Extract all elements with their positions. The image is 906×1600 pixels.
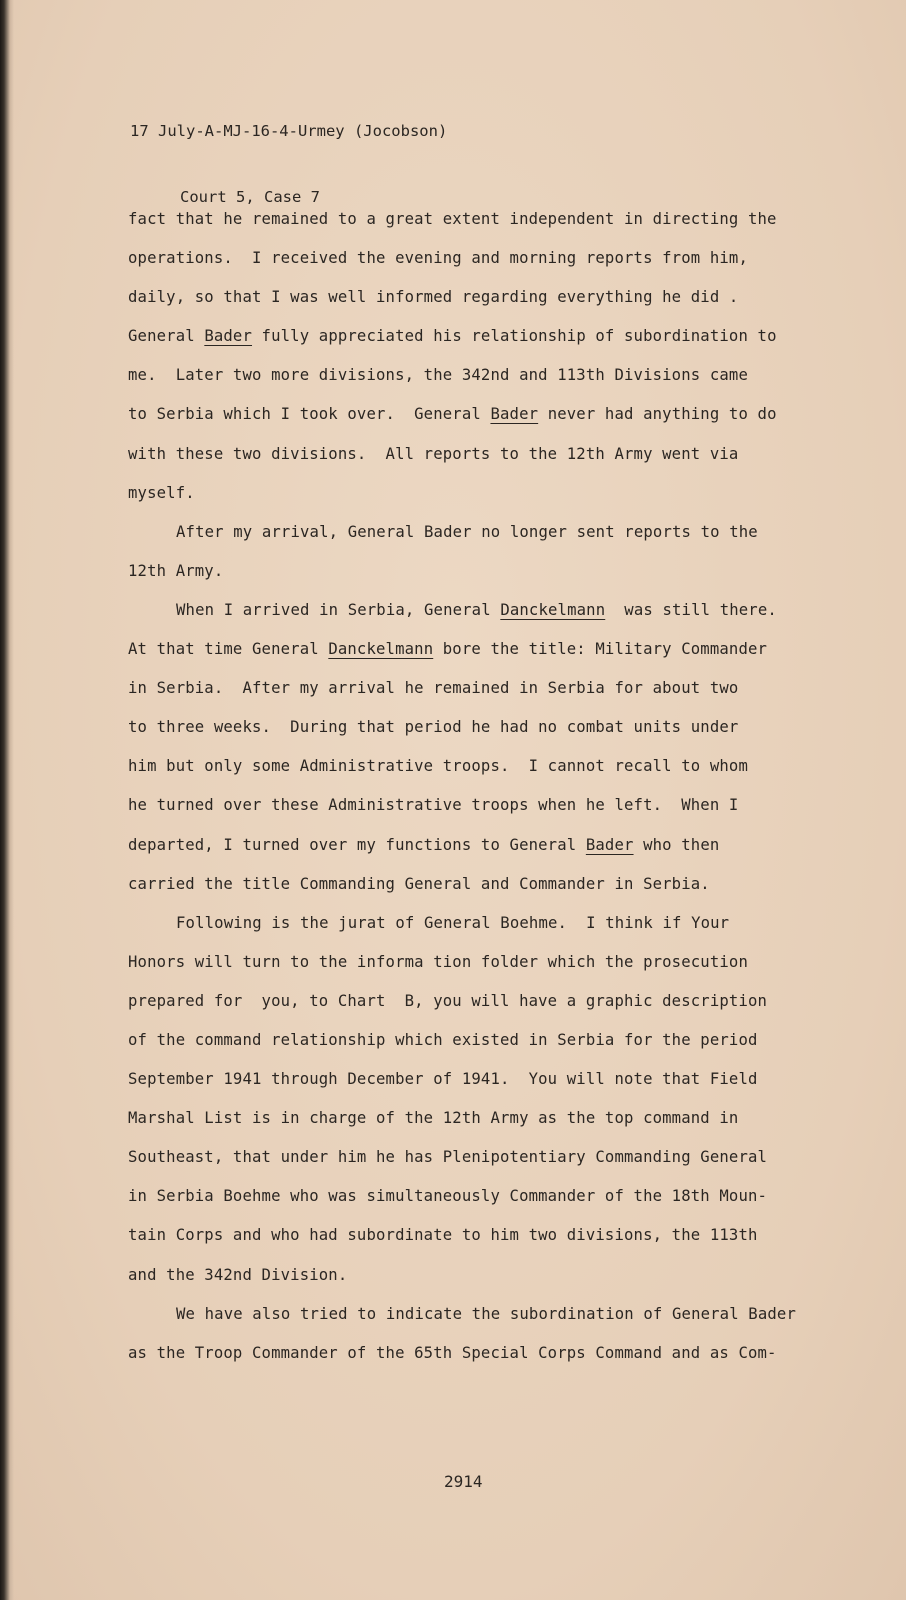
text-line	[128, 591, 838, 630]
text-line	[128, 317, 838, 356]
page-number: 2914	[444, 1472, 483, 1491]
text-line: in Serbia. After my arrival he remained in Serbia for about two	[128, 679, 739, 698]
text-segment: was still there.	[605, 600, 777, 619]
underlined-name: Bader	[204, 327, 253, 346]
text-segment: never had anything to do	[538, 405, 777, 424]
text-line: Honors will turn to the informa tion folder which the prosecution	[128, 952, 748, 971]
text-line: Southeast, that under him he has Plenipotentiary Commanding General	[128, 1148, 768, 1167]
text-segment: bore the title: Military Commander	[433, 640, 768, 659]
text-line: he turned over these Administrative troops when he left. When I	[128, 796, 739, 815]
text-line: and the 342nd Division.	[128, 1265, 348, 1284]
text-line: operations. I received the evening and morning reports from him,	[128, 249, 748, 268]
text-segment: to Serbia which I took over. General	[128, 405, 491, 424]
text-line	[128, 630, 838, 669]
text-line: Marshal List is in charge of the 12th Army as the top command in	[128, 1109, 739, 1128]
header-reference: 17 July-A-MJ-16-4-Urmey (Jocobson)	[130, 122, 448, 140]
text-line: Following is the jurat of General Boehme. I think if Your	[176, 913, 730, 932]
page-edge-shadow	[0, 0, 14, 1600]
text-line: of the command relationship which existed in Serbia for the period	[128, 1030, 758, 1049]
underlined-name: Danckelmann	[500, 600, 606, 619]
text-line	[128, 826, 838, 865]
text-line: myself.	[128, 483, 195, 502]
text-line: to three weeks. During that period he had no combat units under	[128, 718, 739, 737]
text-segment: General	[128, 327, 205, 346]
text-segment: departed, I turned over my functions to General	[128, 835, 586, 854]
transcript-body	[128, 200, 838, 1373]
underlined-name: Bader	[490, 405, 539, 424]
text-segment: who then	[633, 835, 720, 854]
text-line: fact that he remained to a great extent independent in directing the	[128, 210, 777, 228]
text-line: as the Troop Commander of the 65th Special Corps Command and as Com-	[128, 1343, 777, 1362]
text-line: in Serbia Boehme who was simultaneously Commander of the 18th Moun-	[128, 1187, 768, 1206]
text-segment: At that time General	[128, 640, 329, 659]
text-line: After my arrival, General Bader no longer sent reports to the	[176, 522, 758, 541]
underlined-name: Danckelmann	[328, 640, 434, 659]
text-line: prepared for you, to Chart B, you will have a graphic description	[128, 991, 768, 1010]
text-line: September 1941 through December of 1941. You will note that Field	[128, 1070, 758, 1089]
text-line: 12th Army.	[128, 561, 224, 580]
underlined-name: Bader	[585, 835, 634, 854]
text-line: with these two divisions. All reports to the 12th Army went via	[128, 444, 739, 463]
text-line: me. Later two more divisions, the 342nd and 113th Divisions came	[128, 366, 748, 385]
text-line: daily, so that I was well informed regarding everything he did .	[128, 288, 739, 307]
text-line: We have also tried to indicate the subordination of General Bader	[176, 1304, 796, 1323]
text-line: him but only some Administrative troops. I cannot recall to whom	[128, 757, 748, 776]
text-line	[128, 395, 838, 434]
text-segment: fully appreciated his relationship of subordination to	[252, 327, 777, 346]
header-court-case: Court 5, Case 7	[180, 188, 320, 206]
text-line: carried the title Commanding General and Commander in Serbia.	[128, 874, 710, 893]
text-segment: When I arrived in Serbia, General	[176, 600, 501, 619]
text-line: tain Corps and who had subordinate to him two divisions, the 113th	[128, 1226, 758, 1245]
